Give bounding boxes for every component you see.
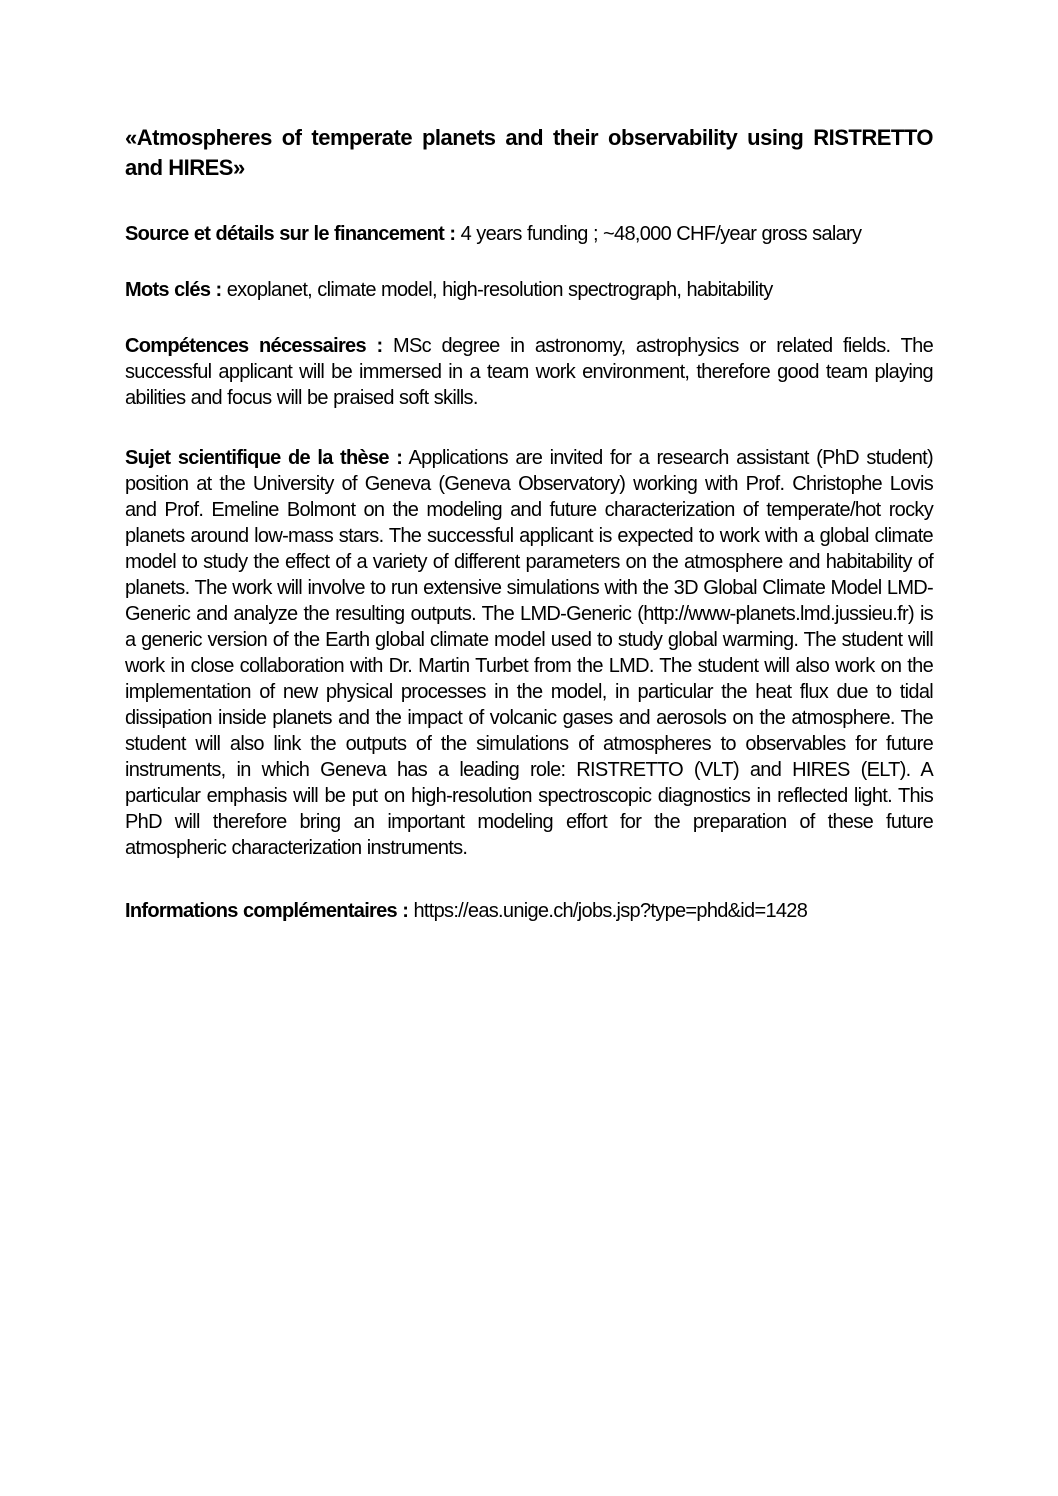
document-content bbox=[125, 123, 933, 954]
section-thesis-subject bbox=[125, 445, 933, 861]
section-more-info-label: Informations complémentaires : bbox=[125, 900, 409, 922]
section-keywords-label: Mots clés : bbox=[125, 279, 222, 301]
section-funding-label: Source et détails sur le financement : bbox=[125, 223, 456, 245]
section-funding-text: 4 years funding ; ~48,000 CHF/year gross salary bbox=[460, 223, 862, 245]
section-thesis-subject-text: Applications are invited for a research assistant (PhD student) position at the University of Geneva (Geneva Observatory) working with Prof. Christophe Lovis and Prof. Emeline Bolmont on the modeling and future characterization of temperate/hot rocky planets around low-mass stars. The successful applicant is expected to work with a global climate model to study the effect of a variety of different parameters on the atmosphere and habitability of planets. The work will involve to run extensive simulations with the 3D Global Climate Model LMD-Generic and analyze the resulting outputs. The LMD-Generic (http://www-planets.lmd.jussieu.fr) is a generic version of the Earth global climate model used to study global warming. The student will work in close collaboration with Dr. Martin Turbet from the LMD. The student will also work on the implementation of new physical processes in the model, in particular the heat flux due to tidal dissipation inside planets and the impact of volcanic gases and aerosols on the atmosphere. The student will also link the outputs of the simulations of atmospheres to observables for future instruments, in which Geneva has a leading role: RISTRETTO (VLT) and HIRES (ELT). A particular emphasis will be put on high-resolution spectroscopic diagnostics in reflected light. This PhD will therefore bring an important modeling effort for the preparation of these future atmospheric characterization instruments. bbox=[125, 447, 934, 859]
section-keywords bbox=[125, 277, 933, 303]
section-thesis-subject-label: Sujet scientifique de la thèse : bbox=[125, 447, 403, 469]
document-title: «Atmospheres of temperate planets and their observability using RISTRETTO and HIRES» bbox=[125, 125, 933, 180]
section-skills-text: MSc degree in astronomy, astrophysics or related fields. The successful applicant will be immersed in a team work environment, therefore good team playing abilities and focus will be praised soft skills. bbox=[125, 335, 933, 409]
section-funding bbox=[125, 221, 933, 247]
section-skills bbox=[125, 333, 933, 411]
section-skills-label: Compétences nécessaires : bbox=[125, 335, 383, 357]
section-more-info bbox=[125, 898, 933, 924]
section-keywords-text: exoplanet, climate model, high-resolution spectrograph, habitability bbox=[226, 279, 773, 301]
more-info-url[interactable]: https://eas.unige.ch/jobs.jsp?type=phd&id=1428 bbox=[413, 900, 808, 922]
